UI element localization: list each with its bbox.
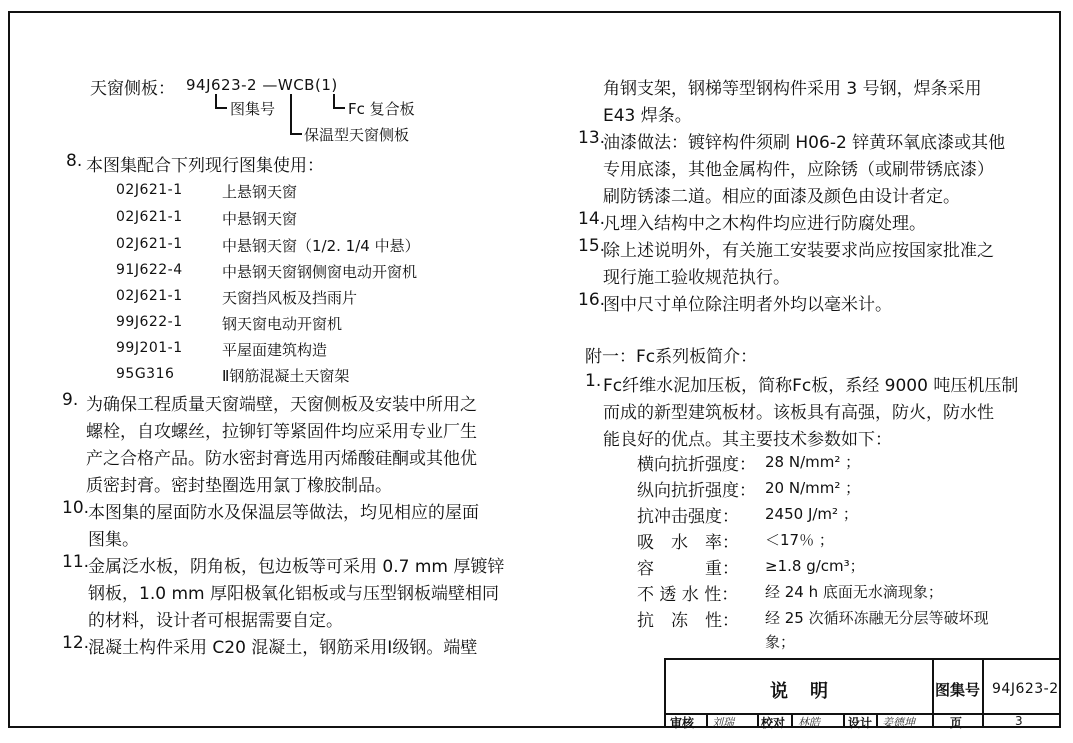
item-text: 本图集的屋面防水及保温层等做法，均见相应的屋面 [88,503,479,523]
design-label: 设计 [848,716,873,730]
atlas-name: 中悬钢天窗 [222,210,298,228]
param-value: 20 N/mm² ； [765,479,861,497]
atlas-name: 中悬钢天窗（1/2. 1/4 中悬） [222,237,420,255]
page-number: 3 [1015,714,1023,728]
atlas-code: 02J621-1 [116,209,183,225]
param-value: 经 25 次循环冻融无分层等破坏现 [765,609,989,627]
item-number: 1. [585,371,602,391]
item-text: 金属泛水板，阴角板，包边板等可采用 0.7 mm 厚镀锌 [88,557,505,577]
item-text: 钢板，1.0 mm 厚阳极氧化铝板或与压型钢板端壁相同 [88,584,499,604]
title-block-divider [843,713,845,728]
param-value: ≥1.8 g/cm³； [765,557,865,575]
atlas-code: 02J621-1 [116,288,183,304]
param-name: 吸 水 率： [637,533,739,553]
title-block-divider [757,713,759,728]
item-number: 10. [62,498,90,518]
key-code: 94J623-2 —WCB(1) [186,76,338,94]
leader-line [290,133,302,135]
atlas-name: 钢天窗电动开窗机 [222,315,343,333]
title-block-divider [876,713,878,728]
key-legend-panel: 保温型天窗侧板 [304,126,410,144]
item-text: 除上述说明外，有关施工安装要求尚应按国家批准之 [603,241,994,261]
title-block-divider [791,713,793,728]
item-text: 图集。 [88,530,139,550]
leader-line [215,94,217,108]
param-name: 横向抗折强度： [637,455,756,475]
appendix-title: 附一：Fc系列板简介： [585,347,758,367]
page-label: 页 [950,716,963,730]
param-name: 纵向抗折强度： [637,481,756,501]
item-text: 质密封膏。密封垫圈选用氯丁橡胶制品。 [86,476,392,496]
item-text: E43 焊条。 [603,106,692,126]
review-signature: 刘瑞 [712,716,734,729]
atlas-code: 95G316 [116,366,175,382]
design-signature: 姜德坤 [882,716,915,729]
param-continuation: 象； [765,633,796,651]
item-number: 12. [62,633,90,653]
item-text: 刷防锈漆二道。相应的面漆及颜色由设计者定。 [603,187,960,207]
title-block-divider [982,658,984,728]
item-text: 混凝土构件采用 C20 混凝土，钢筋采用Ⅰ级钢。端壁 [88,638,478,658]
key-legend-atlas: 图集号 [230,100,276,118]
atlas-name: 天窗挡风板及挡雨片 [222,289,358,307]
item-text: 现行施工验收规范执行。 [603,268,790,288]
item-text: 螺栓，自攻螺丝，拉铆钉等紧固件均应采用专业厂生 [86,422,477,442]
item-number: 16. [578,290,606,310]
item-text: 图中尺寸单位除注明者外均以毫米计。 [603,295,892,315]
check-label: 校对 [761,716,786,730]
atlas-code: 99J622-1 [116,314,183,330]
atlas-code: 02J621-1 [116,182,183,198]
atlas-name: 上悬钢天窗 [222,183,298,201]
key-legend-fc: Fc 复合板 [348,100,415,118]
item-number: 9. [62,390,79,410]
leader-line [333,107,345,109]
review-label: 审核 [670,716,695,730]
item-number: 11. [62,552,90,572]
item-text: 而成的新型建筑板材。该板具有高强，防火，防水性 [603,403,994,423]
check-signature: 林皓 [798,716,820,729]
atlas-code: 02J621-1 [116,236,183,252]
item-text: 凡埋入结构中之木构件均应进行防腐处理。 [603,214,926,234]
item-text: 本图集配合下列现行图集使用： [86,156,324,176]
item-number: 14. [578,209,606,229]
item-text: 的材料，设计者可根据需要自定。 [88,611,343,631]
atlas-code: 99J201-1 [116,340,183,356]
item-text: 为确保工程质量天窗端壁，天窗侧板及安装中所用之 [86,395,477,415]
param-value: ＜17％ ； [765,531,834,549]
param-value: 2450 J/m² ； [765,505,858,523]
item-number: 13. [578,128,606,148]
item-number: 8. [66,151,83,171]
key-label: 天窗侧板： [90,79,175,99]
item-number: 15. [578,236,606,256]
item-text: 油漆做法：镀锌构件须刷 H06-2 锌黄环氧底漆或其他 [603,133,1006,153]
param-value: 经 24 h 底面无水滴现象； [765,583,943,601]
param-name: 容 重： [637,559,739,579]
sheet-title: 说 明 [770,681,830,702]
atlas-number: 94J623-2 [992,681,1059,697]
param-name: 抗 冻 性： [637,611,739,631]
leader-line [333,94,335,108]
leader-line [290,94,292,134]
item-text: 产之合格产品。防水密封膏选用丙烯酸硅酮或其他优 [86,449,477,469]
atlas-name: 中悬钢天窗钢侧窗电动开窗机 [222,263,418,281]
atlas-code: 91J622-4 [116,262,183,278]
title-block-divider [706,713,708,728]
item-text: Fc纤维水泥加压板，简称Fc板，系经 9000 吨压机压制 [603,376,1019,396]
param-name: 不 透 水 性： [637,585,739,605]
atlas-number-label: 图集号 [935,681,981,699]
leader-line [215,107,227,109]
item-text: 专用底漆，其他金属构件，应除锈（或刷带锈底漆） [603,160,994,180]
title-block-divider [932,658,934,728]
item-text: 能良好的优点。其主要技术参数如下： [603,430,892,450]
atlas-name: Ⅱ钢筋混凝土天窗架 [222,367,350,385]
param-value: 28 N/mm² ； [765,453,861,471]
item-text: 角钢支架，钢梯等型钢构件采用 3 号钢，焊条采用 [603,79,982,99]
param-name: 抗冲击强度： [637,507,739,527]
atlas-name: 平屋面建筑构造 [222,341,328,359]
